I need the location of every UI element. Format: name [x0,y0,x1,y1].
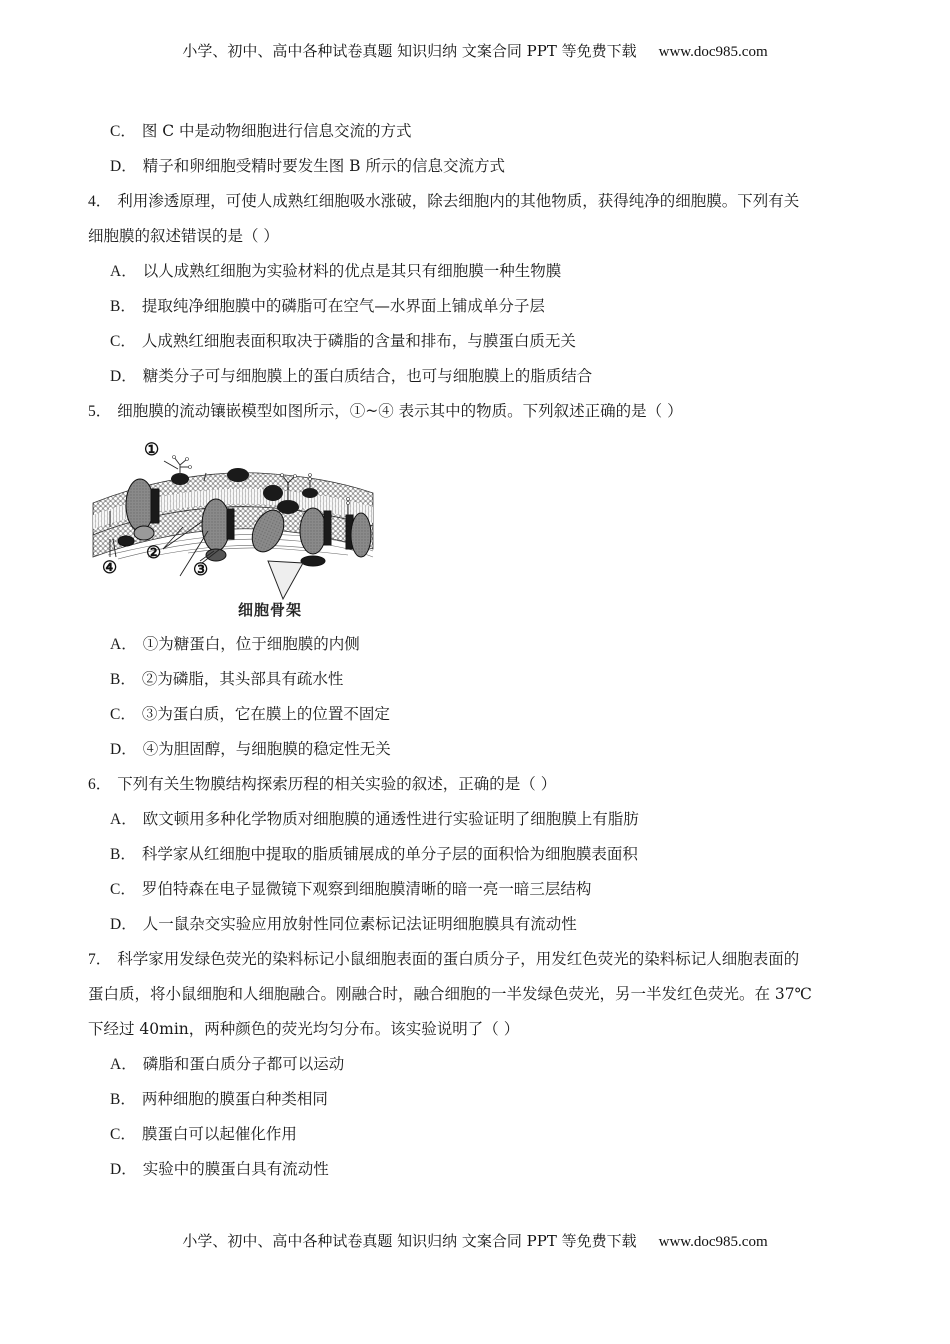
q7-option-c [88,1117,868,1152]
option-letter: D． [110,368,137,385]
option-text: 实验中的膜蛋白具有流动性 [142,1160,329,1178]
marker-2: ② [146,543,162,563]
option-text: 磷脂和蛋白质分子都可以运动 [142,1055,345,1073]
q4-stem-line-2: 细胞膜的叙述错误的是（ ） [88,227,279,245]
question-4 [88,184,868,394]
question-number: 5． [88,403,112,420]
q4-option-d [88,359,868,394]
membrane-diagram-icon [88,431,378,601]
q7-option-d [88,1152,868,1187]
q6-option-b [88,837,868,872]
q5-stem-line-1 [88,394,868,429]
q6-option-c [88,872,868,907]
option-text: ①为糖蛋白，位于细胞膜的内侧 [142,635,360,653]
option-letter: A． [110,636,137,653]
marker-4: ④ [102,558,118,578]
q3-option-c [88,114,868,149]
option-text: 膜蛋白可以起催化作用 [141,1125,297,1143]
question-6 [88,767,868,942]
figure-caption-cytoskeleton: 细胞骨架 [238,601,303,619]
option-letter: C． [110,1126,136,1143]
marker-1: ① [144,440,160,460]
option-letter: C． [110,881,136,898]
marker-3: ③ [193,560,209,580]
question-stem: 下列有关生物膜结构探索历程的相关实验的叙述，正确的是（ ） [117,775,557,793]
option-text: 科学家从红细胞中提取的脂质铺展成的单分子层的面积恰为细胞膜表面积 [141,845,638,863]
option-letter: D． [110,916,137,933]
q7-option-b [88,1082,868,1117]
option-text: ②为磷脂，其头部具有疏水性 [141,670,344,688]
question-5 [88,394,868,767]
option-text: 人成熟红细胞表面积取决于磷脂的含量和排布，与膜蛋白质无关 [141,332,576,350]
header-url[interactable]: www.doc985.com [658,44,768,60]
option-letter: D． [110,741,137,758]
question-stem: 利用渗透原理，可使人成熟红细胞吸水涨破，除去细胞内的其他物质，获得纯净的细胞膜。下列有关 [117,192,800,210]
document-body [88,114,868,1187]
option-letter: B． [110,298,136,315]
option-text: ③为蛋白质，它在膜上的位置不固定 [141,705,390,723]
q4-option-a [88,254,868,289]
option-letter: A． [110,811,137,828]
q5-option-d [88,732,868,767]
question-number: 7． [88,951,112,968]
option-letter: C． [110,123,136,140]
q6-stem-line-1 [88,767,868,802]
q6-option-d [88,907,868,942]
option-letter: B． [110,1091,136,1108]
footer-url[interactable]: www.doc985.com [658,1234,768,1250]
q3-option-d [88,149,868,184]
question-stem: 细胞膜的流动镶嵌模型如图所示，①~④ 表示其中的物质。下列叙述正确的是（ ） [117,402,683,420]
question-7 [88,942,868,1187]
option-letter: D． [110,1161,137,1178]
option-letter: B． [110,846,136,863]
question-stem: 科学家用发绿色荧光的染料标记小鼠细胞表面的蛋白质分子，用发红色荧光的染料标记人细胞表面的 [117,950,800,968]
option-letter: C． [110,706,136,723]
option-text: 欧文顿用多种化学物质对细胞膜的通透性进行实验证明了细胞膜上有脂肪 [142,810,639,828]
option-text: 精子和卵细胞受精时要发生图 B 所示的信息交流方式 [142,157,505,175]
page-footer [0,1231,950,1252]
option-text: 图 C 中是动物细胞进行信息交流的方式 [141,122,412,140]
option-text: 罗伯特森在电子显微镜下观察到细胞膜清晰的暗一亮一暗三层结构 [141,880,592,898]
option-text: 糖类分子可与细胞膜上的蛋白质结合，也可与细胞膜上的脂质结合 [142,367,593,385]
option-text: 两种细胞的膜蛋白种类相同 [141,1090,328,1108]
q5-option-c [88,697,868,732]
q4-stem-line-1 [88,184,868,219]
option-letter: D． [110,158,137,175]
fluid-mosaic-membrane-figure [88,431,378,621]
q7-stem-line-1 [88,942,868,977]
q6-option-a [88,802,868,837]
header-text: 小学、初中、高中各种试卷真题 知识归纳 文案合同 PPT 等免费下载 [182,42,637,60]
option-text: ④为胆固醇，与细胞膜的稳定性无关 [142,740,391,758]
q7-stem-line-3: 下经过 40min，两种颜色的荧光均匀分布。该实验说明了（ ） [88,1020,520,1038]
q5-option-b [88,662,868,697]
option-letter: A． [110,263,137,280]
option-text: 人一鼠杂交实验应用放射性同位素标记法证明细胞膜具有流动性 [142,915,577,933]
q7-stem-line-2: 蛋白质，将小鼠细胞和人细胞融合。刚融合时，融合细胞的一半发绿色荧光，另一半发红色荧光。在 37℃ [88,985,812,1003]
question-number: 4． [88,193,112,210]
q5-option-a [88,627,868,662]
option-letter: A． [110,1056,137,1073]
q7-option-a [88,1047,868,1082]
question-number: 6． [88,776,112,793]
option-letter: C． [110,333,136,350]
option-text: 以人成熟红细胞为实验材料的优点是其只有细胞膜一种生物膜 [142,262,562,280]
question-3-tail [88,114,868,184]
option-text: 提取纯净细胞膜中的磷脂可在空气—水界面上铺成单分子层 [141,297,545,315]
page-header [0,41,950,62]
option-letter: B． [110,671,136,688]
q4-option-c [88,324,868,359]
q4-option-b [88,289,868,324]
footer-text: 小学、初中、高中各种试卷真题 知识归纳 文案合同 PPT 等免费下载 [182,1232,637,1250]
